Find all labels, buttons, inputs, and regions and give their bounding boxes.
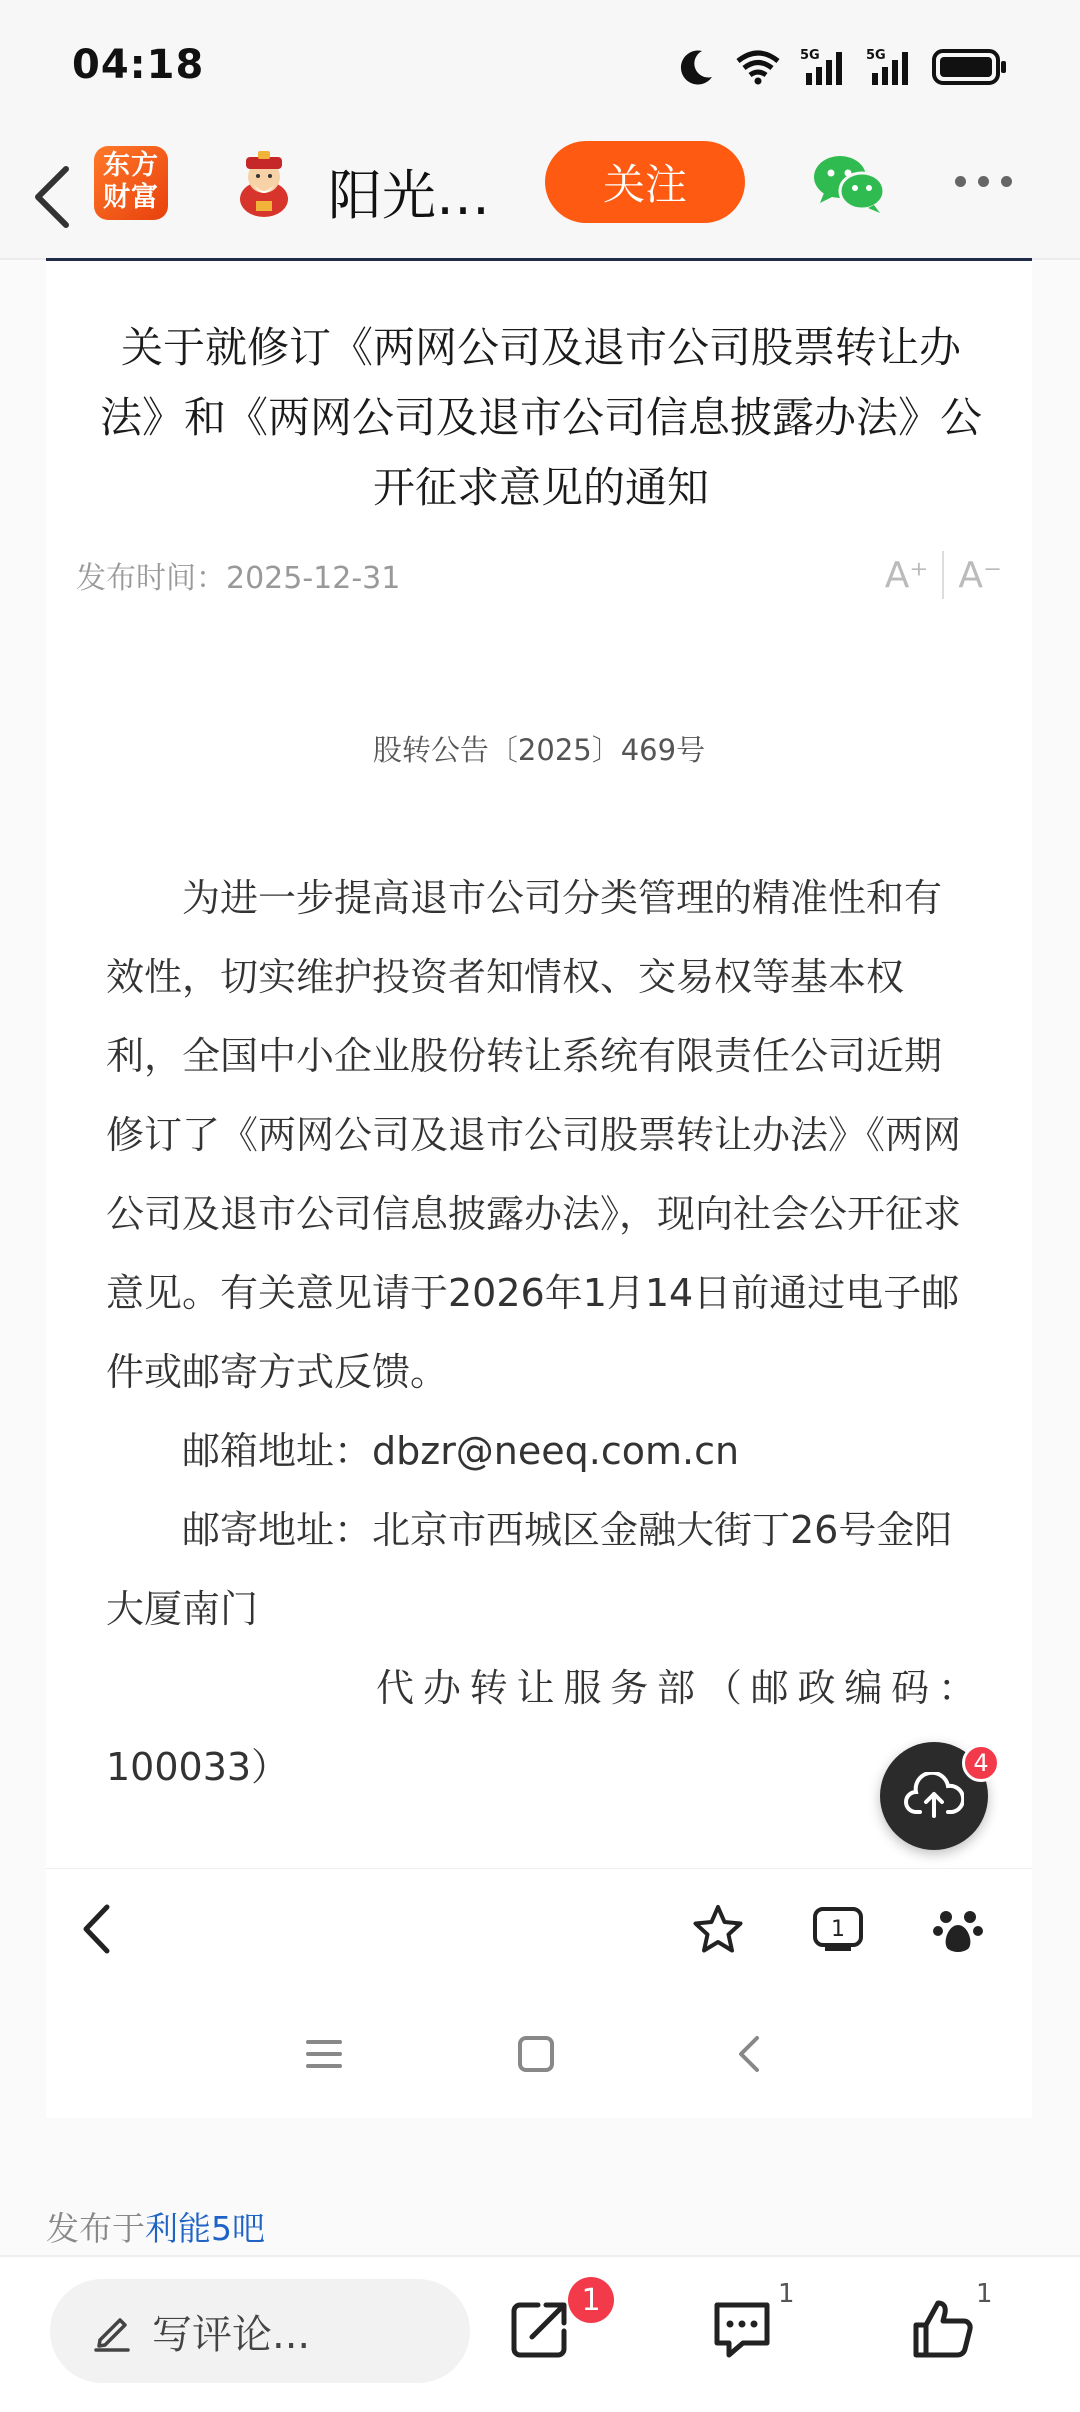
font-increase-button[interactable]: A⁺	[884, 554, 929, 596]
wechat-icon	[812, 151, 888, 215]
source-line	[46, 2203, 265, 2250]
nav-back-button[interactable]	[718, 2024, 778, 2084]
dot-icon	[978, 176, 989, 187]
back-button[interactable]	[22, 159, 82, 235]
share-badge: 1	[568, 2277, 614, 2323]
dot-icon	[955, 176, 966, 187]
share-icon	[508, 2297, 572, 2361]
mascot-avatar-icon	[232, 149, 296, 219]
pencil-icon	[92, 2310, 132, 2352]
article-body	[106, 859, 976, 1807]
font-decrease-button[interactable]: A⁻	[958, 554, 1002, 596]
article-paragraph: 为进一步提高退市公司分类管理的精准性和有效性，切实维护投资者知情权、交易权等基本权利，全国中小企业股份转让系统有限责任公司近期修订了《两网公司及退市公司股票转让办法》《两网公司及退市公司信息披露办法》，现向社会公开征求意见。有关意见请于2026年1月14日前通过电子邮件或邮寄方式反馈。	[106, 876, 962, 1394]
thumbs-up-icon	[910, 2297, 976, 2361]
comments-button[interactable]	[702, 2289, 782, 2369]
article-webview[interactable]	[46, 258, 1032, 1868]
inner-back-button[interactable]	[66, 1899, 126, 1959]
tabs-count-icon	[811, 1903, 865, 1955]
wechat-share-button[interactable]	[812, 151, 888, 215]
dot-icon	[1001, 176, 1012, 187]
inner-system-navbar	[46, 1988, 1032, 2118]
header-title[interactable]: 阳光…	[328, 164, 490, 227]
baidu-button[interactable]	[928, 1899, 988, 1959]
like-count: 1	[976, 2279, 993, 2309]
brand-logo[interactable]	[94, 146, 168, 220]
chevron-left-icon	[32, 165, 72, 229]
comment-bubble-icon	[709, 2297, 775, 2361]
moon-icon	[678, 47, 716, 87]
status-bar	[0, 0, 1080, 135]
paw-icon	[932, 1903, 984, 1955]
bottom-action-bar	[0, 2255, 1080, 2412]
article-title: 关于就修订《两网公司及退市公司股票转让办法》和《两网公司及退市公司信息披露办法》公开征求意见的通知	[99, 323, 982, 512]
chevron-left-icon	[733, 2034, 763, 2074]
more-options-button[interactable]	[955, 171, 1025, 191]
svg-text:5G: 5G	[800, 48, 820, 63]
like-button[interactable]	[903, 2289, 983, 2369]
svg-text:1: 1	[831, 1917, 845, 1942]
avatar[interactable]	[232, 149, 296, 219]
tabs-button[interactable]	[808, 1899, 868, 1959]
publish-time: 发布时间：2025-12-31	[76, 561, 401, 596]
brand-logo-text: 东方财富	[103, 150, 159, 213]
comment-input[interactable]	[50, 2279, 470, 2383]
divider	[942, 551, 944, 599]
cloud-upload-icon	[904, 1772, 964, 1820]
source-bar-link[interactable]: 利能5吧	[145, 2209, 265, 2248]
chevron-left-icon	[81, 1903, 111, 1955]
comment-count: 1	[778, 2279, 795, 2309]
menu-button[interactable]	[294, 2024, 354, 2084]
square-icon	[516, 2034, 556, 2074]
wifi-icon	[736, 49, 780, 85]
comment-placeholder: 写评论...	[152, 2311, 311, 2358]
bookmark-button[interactable]	[688, 1899, 748, 1959]
home-button[interactable]	[506, 2024, 566, 2084]
signal-5g-icon	[866, 47, 912, 87]
status-time: 04:18	[72, 42, 205, 88]
status-icons	[678, 42, 1008, 92]
inner-browser-toolbar	[46, 1868, 1032, 1988]
email-line: 邮箱地址：dbzr@neeq.com.cn	[182, 1429, 740, 1473]
app-header	[0, 135, 1080, 260]
star-icon	[692, 1904, 744, 1954]
font-size-controls	[885, 551, 1002, 599]
battery-icon	[932, 48, 1008, 86]
source-prefix: 发布于	[46, 2209, 145, 2248]
mail-address-line: 邮寄地址：北京市西城区金融大街丁26号金阳大厦南门	[106, 1508, 953, 1631]
department-line: 代办转让服务部（邮政编码：	[376, 1666, 976, 1710]
signal-5g-icon	[800, 47, 846, 87]
svg-text:5G: 5G	[866, 48, 886, 63]
follow-button[interactable]: 关注	[545, 141, 745, 223]
postcode-line: 100033）	[106, 1745, 290, 1789]
document-number: 股转公告〔2025〕469号	[372, 733, 706, 767]
upload-badge: 4	[962, 1744, 1000, 1782]
menu-icon	[304, 2037, 344, 2071]
